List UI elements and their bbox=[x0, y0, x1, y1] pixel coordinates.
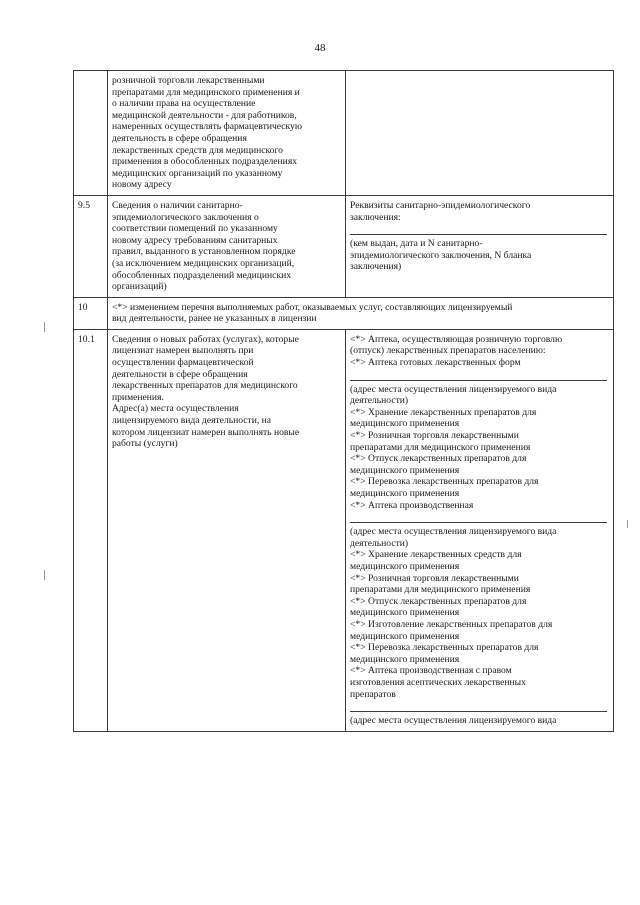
table-row-10-1 bbox=[74, 329, 614, 731]
row-number-cell: 9.5 bbox=[74, 195, 108, 297]
text-line: <*> Перевозка лекарственных препаратов для bbox=[350, 642, 539, 654]
text-line: деятельности) bbox=[350, 537, 409, 549]
text-line: медицинского применения bbox=[350, 464, 460, 476]
text-line: (за исключением медицинских организаций, bbox=[112, 257, 295, 269]
table-row-continuation bbox=[74, 71, 614, 196]
text-line: розничной торговли лекарственными bbox=[112, 75, 265, 86]
text-line: (отпуск) лекарственных препаратов населению: bbox=[350, 345, 546, 357]
text-line: деятельность в сфере обращения bbox=[112, 132, 247, 144]
text-line: заключения) bbox=[350, 261, 402, 273]
scan-mark bbox=[627, 520, 628, 528]
text-line: Сведения о наличии санитарно- bbox=[112, 199, 243, 211]
row-number-cell: 10 bbox=[74, 297, 108, 329]
row-merged-cell bbox=[108, 297, 614, 329]
text-line: препаратами для медицинского применения bbox=[350, 584, 531, 596]
text-line: о наличии права на осуществление bbox=[112, 98, 256, 110]
text-line: <*> Аптека производственная bbox=[350, 499, 474, 511]
text-line: медицинского применения bbox=[350, 607, 460, 619]
page-number: 48 bbox=[314, 42, 326, 54]
fill-in-line bbox=[350, 233, 607, 235]
text-line: организаций) bbox=[112, 281, 167, 293]
fill-in-line bbox=[350, 710, 607, 712]
text-line: препаратами для медицинского применения и bbox=[112, 86, 300, 98]
fill-in-line bbox=[350, 521, 607, 523]
form-table bbox=[73, 70, 614, 732]
text-line: обособленных подразделений медицинских bbox=[112, 269, 292, 281]
text-line: медицинского применения bbox=[350, 488, 460, 499]
text-line: <*> Аптека, осуществляющая розничную торговлю bbox=[350, 333, 563, 345]
text-line: применения. bbox=[112, 391, 164, 403]
text-line: (адрес места осуществления лицензируемого вида bbox=[350, 383, 557, 395]
text-line: <*> Аптека производственная с правом bbox=[350, 665, 512, 677]
text-line: Реквизиты санитарно-эпидемиологического bbox=[350, 199, 531, 211]
row-description-cell bbox=[108, 71, 346, 196]
text-line: <*> Отпуск лекарственных препаратов для bbox=[350, 595, 527, 607]
table-row-9-5 bbox=[74, 195, 614, 297]
row-value-cell bbox=[346, 195, 614, 297]
text-line: медицинского применения bbox=[350, 630, 460, 642]
text-line: вид деятельности, ранее не указанных в лицензии bbox=[112, 313, 317, 325]
text-line: эпидемиологического заключения о bbox=[112, 211, 259, 223]
text-line: Сведения о новых работах (услугах), которые bbox=[112, 333, 299, 345]
text-line: <*> Хранение лекарственных препаратов для bbox=[350, 406, 537, 418]
text-line: изготовления асептических лекарственных bbox=[350, 676, 526, 688]
text-line: эпидемиологического заключения, N бланка bbox=[350, 249, 532, 261]
text-line: работы (услуги) bbox=[112, 438, 178, 450]
text-line: (адрес места осуществления лицензируемого вида bbox=[350, 715, 557, 727]
text-line: соответствии помещений по указанному bbox=[112, 223, 278, 235]
text-line: медицинской деятельности - для работников, bbox=[112, 109, 297, 121]
text-line: <*> Розничная торговля лекарственными bbox=[350, 572, 519, 584]
text-line: медицинского применения bbox=[350, 560, 460, 572]
text-line: новому адресу требованиям санитарных bbox=[112, 234, 278, 246]
fill-in-line bbox=[350, 379, 607, 381]
text-line: (кем выдан, дата и N санитарно- bbox=[350, 238, 483, 250]
text-line: новому адресу bbox=[112, 179, 172, 191]
row-description-cell bbox=[108, 329, 346, 731]
text-line: котором лицензиат намерен выполнять новые bbox=[112, 426, 300, 438]
text-line: <*> Перевозка лекарственных препаратов для bbox=[350, 476, 539, 488]
text-line: применения в обособленных подразделениях bbox=[112, 156, 298, 168]
text-line: деятельности) bbox=[350, 395, 409, 407]
text-line: (адрес места осуществления лицензируемого вида bbox=[350, 526, 557, 538]
text-line: деятельности в сфере обращения bbox=[112, 368, 248, 380]
text-line: лекарственных средств для медицинского bbox=[112, 144, 283, 156]
table-row-10 bbox=[74, 297, 614, 329]
row-number-cell bbox=[74, 71, 108, 196]
text-line: медицинских организаций по указанному bbox=[112, 167, 283, 179]
text-line: лицензируемого вида деятельности, на bbox=[112, 415, 272, 427]
row-value-cell bbox=[346, 71, 614, 196]
text-line: <*> изменением перечня выполняемых работ, оказываемых услуг, составляющих лицензируемый bbox=[112, 301, 513, 313]
scan-mark bbox=[44, 570, 45, 580]
text-line: Адрес(а) места осуществления bbox=[112, 403, 239, 415]
text-line: <*> Хранение лекарственных средств для bbox=[350, 549, 522, 561]
text-line: <*> Изготовление лекарственных препаратов для bbox=[350, 618, 553, 630]
text-line: лекарственных препаратов для медицинского bbox=[112, 380, 298, 392]
row-value-cell bbox=[346, 329, 614, 731]
text-line: <*> Отпуск лекарственных препаратов для bbox=[350, 453, 527, 465]
text-line: намеренных осуществлять фармацевтическую bbox=[112, 121, 303, 133]
text-line: медицинского применения bbox=[350, 653, 460, 665]
text-line: осуществлении фармацевтической bbox=[112, 357, 254, 369]
text-line: медицинского применения bbox=[350, 418, 460, 430]
text-line: препаратов bbox=[350, 688, 396, 700]
row-description-cell bbox=[108, 195, 346, 297]
text-line: правил, выданного в установленном порядке bbox=[112, 246, 296, 258]
scan-mark bbox=[44, 322, 45, 332]
text-line: препаратами для медицинского применения bbox=[350, 441, 531, 453]
text-line: заключения: bbox=[350, 211, 401, 223]
text-line: <*> Аптека готовых лекарственных форм bbox=[350, 357, 521, 369]
text-line: <*> Розничная торговля лекарственными bbox=[350, 430, 519, 442]
row-number-cell: 10.1 bbox=[74, 329, 108, 731]
text-line: лицензиат намерен выполнять при bbox=[112, 345, 254, 357]
